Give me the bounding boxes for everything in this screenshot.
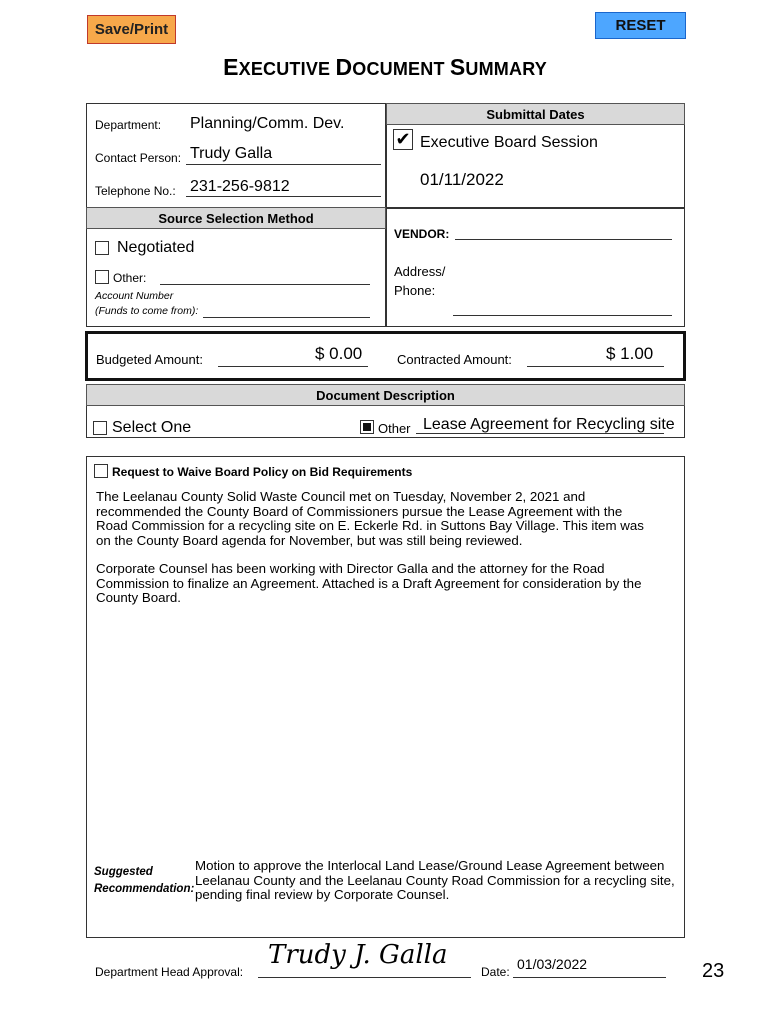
executive-session-checkbox[interactable] — [393, 129, 413, 150]
contracted-amount-label: Contracted Amount: — [397, 352, 512, 367]
page-title: EXECUTIVE DOCUMENT SUMMARY — [223, 54, 547, 80]
waive-policy-label: Request to Waive Board Policy on Bid Requirements — [112, 465, 413, 479]
summary-paragraph-1: The Leelanau County Solid Waste Council met on Tuesday, November 2, 2021 and recommended the County Board of Commissioners pursue the Lease Agreement with the Road Commission for a recycling site on E. Eckerle Rd. in Suttons Bay Village. This item was on the County Board agenda for November, but was still being reviewed. — [96, 489, 644, 548]
funds-label: (Funds to come from): — [95, 305, 199, 317]
phone-label: Phone: — [394, 283, 436, 298]
negotiated-label: Negotiated — [117, 239, 195, 256]
address-label: Address/ — [394, 264, 446, 279]
other-doc-field[interactable]: Lease Agreement for Recycling site — [423, 416, 675, 433]
summary-paragraph-2: Corporate Counsel has been working with Director Galla and the attorney for the Road Commission to finalize an Agreement. Attached is a Draft Agreement for consideration by the County Board. — [96, 561, 642, 606]
suggested-recommendation-text: Motion to approve the Interlocal Land Lease/Ground Lease Agreement between Leelanau County and the Leelanau County Road Commission for a recycling site, pending final review by Corporate Counsel. — [195, 858, 675, 903]
signature: Trudy J. Galla — [268, 940, 448, 970]
contact-person-label: Contact Person: — [95, 151, 182, 165]
department-head-approval-label: Department Head Approval: — [95, 965, 244, 979]
page-number: 23 — [702, 960, 725, 982]
recommendation-label: Recommendation: — [94, 883, 195, 895]
suggested-label: Suggested — [94, 866, 153, 878]
select-one-checkbox[interactable] — [93, 421, 107, 435]
checkmark-icon: ✔ — [395, 129, 411, 149]
other-doc-checkbox[interactable] — [360, 420, 374, 434]
negotiated-checkbox[interactable] — [95, 241, 109, 255]
approval-date-field[interactable]: 01/03/2022 — [517, 956, 588, 972]
checked-square-icon — [363, 423, 371, 431]
other-doc-label: Other — [378, 421, 411, 436]
other-source-input[interactable] — [160, 284, 370, 285]
select-one-label: Select One — [112, 419, 192, 436]
telephone-label: Telephone No.: — [95, 184, 176, 198]
submittal-dates-header: Submittal Dates — [386, 103, 685, 125]
save-print-button[interactable]: Save/Print — [87, 15, 176, 44]
account-number-label: Account Number — [95, 290, 174, 302]
contact-person-field[interactable]: Trudy Galla — [190, 145, 273, 162]
budgeted-amount-label: Budgeted Amount: — [96, 352, 203, 367]
address-phone-input[interactable] — [453, 315, 672, 316]
document-description-header: Document Description — [86, 384, 685, 406]
submittal-date-field[interactable]: 01/11/2022 — [420, 170, 504, 189]
budgeted-amount-field[interactable]: $ 0.00 — [315, 344, 363, 363]
date-label: Date: — [481, 965, 510, 979]
vendor-label: VENDOR: — [394, 227, 450, 241]
other-source-checkbox[interactable] — [95, 270, 109, 284]
reset-button[interactable]: RESET — [595, 12, 686, 39]
department-label: Department: — [95, 118, 162, 132]
executive-session-label: Executive Board Session — [420, 134, 598, 151]
department-field[interactable]: Planning/Comm. Dev. — [190, 115, 345, 132]
telephone-field[interactable]: 231-256-9812 — [190, 178, 290, 195]
source-selection-header: Source Selection Method — [86, 207, 386, 229]
contracted-amount-field[interactable]: $ 1.00 — [606, 344, 654, 363]
account-number-input[interactable] — [203, 317, 370, 318]
waive-policy-checkbox[interactable] — [94, 464, 108, 478]
vendor-input[interactable] — [455, 239, 672, 240]
other-source-label: Other: — [113, 271, 147, 285]
